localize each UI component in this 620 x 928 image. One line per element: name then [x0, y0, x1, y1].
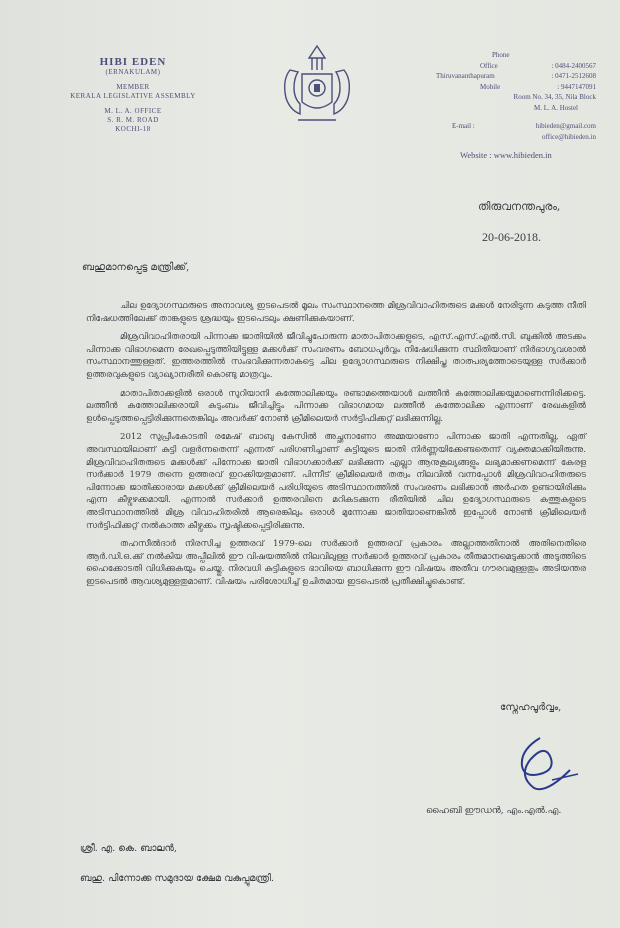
letter-date: 20-06-2018. — [482, 230, 541, 244]
office-number: : 0484-2400567 — [551, 61, 596, 70]
website[interactable]: Website : www.hibieden.in — [460, 150, 552, 160]
constituency: (ERNAKULAM) — [105, 68, 161, 76]
office-address-2: S. R. M. ROAD — [107, 116, 159, 124]
hostel-name: M. L. A. Hostel — [534, 103, 578, 112]
salutation: ബഹുമാനപ്പെട്ട മന്ത്രിക്ക്, — [82, 262, 190, 273]
letterhead-left — [68, 56, 198, 134]
paragraph-3: മാതാപിതാക്കളിൽ ഒരാൾ സുറിയാനി കത്തോലിക്കയും രണ്ടാമത്തെയാൾ ലത്തീൻ കത്തോലിക്കയുമാണെന്നിരിക്കട്ടെ. ലത്തീൻ കത്തോലിക്കരായി കുടുംബം ജീവിച്ചിട്ടും പിന്നാക്ക വിഭാഗമായ ലത്തീൻ കത്തോലിക്ക എന്നാണ് രേഖകളിൽ ഉൾപ്പെടുത്തപ്പെട്ടിരിക്കുന്നതെങ്കിലും അവർക്ക് നോൺ ക്രീമിലെയർ സർട്ടിഫിക്കറ്റ് ലഭിക്കുന്നില്ല. — [86, 388, 586, 424]
office-address-3: KOCHI-18 — [115, 125, 151, 133]
designation-member: MEMBER — [116, 83, 150, 91]
paragraph-5: തഹസീൽദാർ നിരസിച്ച ഉത്തരവ് 1979-ലെ സർക്കാർ ഉത്തരവ് പ്രകാരം അല്ലാത്തതിനാൽ അതിനെതിരെ ആർ.ഡി.ഒ.ക്ക് നൽകിയ അപ്പീലിൽ ഈ വിഷയത്തിൽ നിലവിലുള്ള സർക്കാർ ഉത്തരവ് പ്രകാരം തീരുമാനമെടുക്കാൻ അടുത്തിടെ ഹൈക്കോടതി വിധിക്കുകയും ചെയ്തു. നിരവധി കുട്ടികളുടെ ഭാവിയെ ബാധിക്കുന്ന ഈ വിഷയം അതീവ ഗൗരവമുള്ളതും അടിയന്തര ഇടപെടൽ ആവശ്യമുള്ളതുമാണ്. വിഷയം പരിശോധിച്ച് ഉചിതമായ ഇടപെടൽ പ്രതീക്ഷിച്ചുകൊണ്ട്. — [86, 539, 586, 587]
tvm-number: : 0471-2512608 — [551, 72, 596, 80]
paragraph-4: 2012 സുപ്രീംകോടതി രമേഷ് ബാബു കേസിൽ അച്ഛനാണോ അമ്മയാണോ പിന്നാക്ക ജാതി എന്നതില്ല, ഏത് അവസ്ഥയിലാണ് കുട്ടി വളർന്നതെന്ന് എന്നത് പരിഗണിച്ചാണ് കുട്ടിയുടെ ജാതി നിർണ്ണയിക്കേണ്ടതെന്ന് വ്യക്തമാക്കിയിരുന്നു. മിശ്രവിവാഹിതരുടെ മക്കൾക്ക് പിന്നോക്ക ജാതി വിഭാഗക്കാർക്ക് ലഭിക്കുന്ന എല്ലാ ആനുകൂല്യങ്ങളും ലഭ്യമാക്കണമെന്ന് കേരള സർക്കാർ 1979 തന്നെ ഉത്തരവ് ഇറക്കിയതുമാണ്. പിന്നീട് ക്രീമിലെയർ തത്വം നിലവിൽ വന്നപ്പോൾ മിശ്രവിവാഹിതരുടെ പിന്നോക്ക ജാതിക്കാരായ മക്കൾക്ക് ക്രീമിലെയർ പരിധിയുടെ അടിസ്ഥാനത്തിൽ സംവരണം ലഭിക്കാൻ അർഹത ഉണ്ടായിരിക്കും എന്ന കീഴ്വഴക്കമായി. എന്നാൽ സർക്കാർ ഉത്തരവിനെ മറികടക്കുന്ന രീതിയിൽ ചില ഉദ്യോഗസ്ഥരുടെ കത്തുകളുടെ അടിസ്ഥാനത്തിൽ മിശ്ര വിവാഹിതരിൽ ആരെങ്കിലും ഒരാൾ മുന്നോക്ക ജാതിയാണെങ്കിൽ ഇപ്പോൾ നോൺ ക്രീമിലെയർ സർട്ടിഫിക്കറ്റ് നൽകാത്ത കീഴ്വക്കം സൃഷ്ടിക്കപ്പെട്ടിരിക്കുന്നു. — [86, 432, 586, 531]
paragraph-1: ചില ഉദ്യോഗസ്ഥരുടെ അനാവശ്യ ഇടപെടൽ മൂലം സംസ്ഥാനത്തെ മിശ്രവിവാഹിതരുടെ മക്കൾ നേരിടുന്ന കടുത്ത നീതി നിഷേധത്തിലേക്ക് താങ്കളുടെ ശ്രദ്ധയും ഇടപെടലും ക്ഷണിക്കുകയാണ്. — [86, 301, 586, 324]
office-label: Office — [480, 61, 498, 70]
letter-place: തിരുവനന്തപുരം, — [478, 200, 561, 213]
closing: സ്നേഹപൂർവ്വം, — [500, 702, 562, 713]
paragraph-2: മിശ്രവിവാഹിതരായി പിന്നാക്ക ജാതിയിൽ ജീവിച്ചുപോരുന്ന മാതാപിതാക്കളുടെ, എസ്.എസ്.എൽ.സി. ബുക്കിൽ അടക്കം പിന്നാക്ക വിഭാഗമെന്ന രേഖപ്പെടുത്തിയിട്ടുള്ള മക്കൾക്ക് സംവരണം ബോധപൂർവ്വം നിഷേധിക്കുന്ന സ്ഥിതിയാണ് നിർഭാഗ്യവശാൽ സംസ്ഥാനത്തുള്ളത്. ഇത്തരത്തിൽ സംഭവിക്കുന്നതാകട്ടെ ചില ഉദ്യോഗസ്ഥരുടെ നിക്ഷിപ്ത താത്പര്യത്തോടെയുള്ള സർക്കാർ ഉത്തരവുകളുടെ വ്യാഖ്യാനരീതി കൊണ്ടു മാത്രവും. — [86, 332, 586, 380]
email-2[interactable]: office@hibieden.in — [542, 132, 596, 141]
email-row — [436, 121, 596, 132]
designation-assembly: KERALA LEGISLATIVE ASSEMBLY — [70, 92, 196, 100]
letter-body — [86, 300, 586, 594]
office-phone — [436, 61, 596, 72]
hostel-room: Room No. 34, 35, Nila Block — [513, 93, 596, 101]
recipient-block — [80, 834, 274, 894]
mobile-number: : 9447147091 — [557, 82, 596, 91]
letterhead-right — [436, 50, 596, 161]
mobile-phone — [436, 82, 596, 93]
tvm-label: Thiruvananthapuram — [436, 72, 495, 80]
recipient-name: ശ്രീ. എ. കെ. ബാലൻ, — [80, 843, 177, 854]
mobile-label: Mobile — [480, 82, 501, 91]
mla-name: HIBI EDEN — [99, 56, 167, 68]
tvm-phone — [436, 71, 596, 82]
recipient-designation: ബഹു. പിന്നോക്ക സമുദായ ക്ഷേമ വകുപ്പുമന്ത്രി. — [80, 873, 275, 884]
phone-label: Phone — [492, 51, 510, 59]
email-label: E-mail : — [452, 122, 475, 130]
signature-icon — [500, 730, 590, 800]
signer-name: ഹൈബി ഈഡൻ, എം.എൽ.എ. — [426, 806, 562, 816]
email-1[interactable]: hibieden@gmail.com — [535, 122, 596, 130]
office-address-1: M. L. A. OFFICE — [104, 107, 162, 115]
kerala-emblem-icon — [276, 40, 358, 130]
